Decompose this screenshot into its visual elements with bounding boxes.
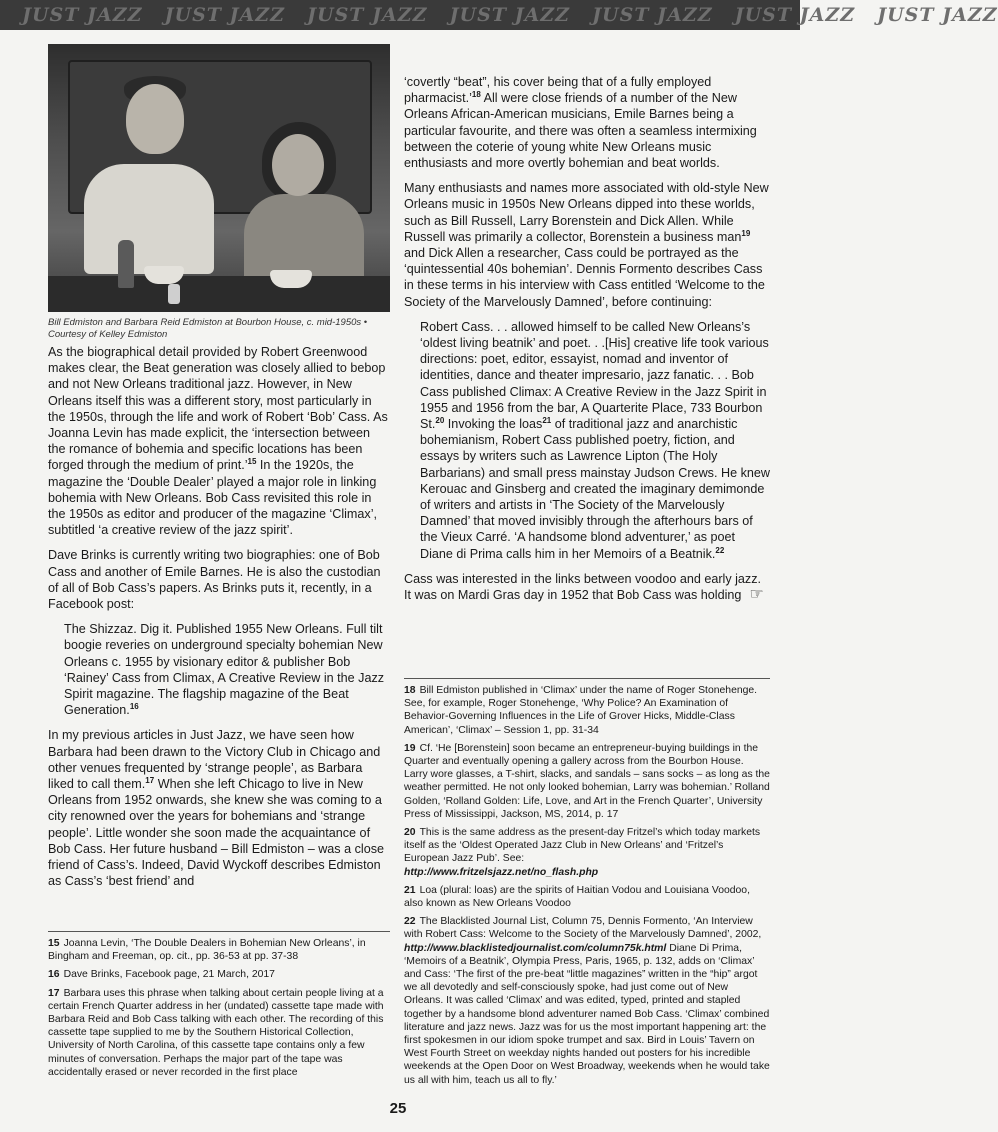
- pointing-hand-icon: ☞: [749, 586, 764, 604]
- footnote: 16 Dave Brinks, Facebook page, 21 March, 2017: [48, 969, 275, 981]
- photo-couple-at-bourbon-house: [48, 44, 390, 312]
- footnote: 15 Joanna Levin, ‘The Double Dealers in Bohemian New Orleans’, in Bingham and Freeman, op. cit., pp. 36-53 at pp. 37-38: [48, 938, 366, 963]
- footnote-link[interactable]: http://www.fritzelsjazz.net/no_flash.php: [404, 866, 599, 878]
- footnote-divider: [48, 931, 390, 932]
- footnote: 19 Cf. ‘He [Borenstein] soon became an entrepreneur-buying buildings in the Quarter and eventually opening a gallery across from the Bourbon House. Larry wore glasses, a T-shirt, slacks, and sandals – sans socks – as long as the weather permitted. He not only looked bohemian, Larry was bohemian.’ Rolland Golden, ‘Rolland Golden: Life, Love, and Art in the French Quarter’, University Press of Mississippi, Jackson, MS, 2014, p. 17: [404, 742, 770, 820]
- masthead-text: JUST JAZZ: [734, 4, 856, 26]
- body-paragraph: As the biographical detail provided by Robert Greenwood makes clear, the Beat generation was closely allied to bebop and not New Orleans traditional jazz. However, in New Orleans itself this was a different story, most particularly in the 1950s, through the life and work of Robert ‘Bob’ Cass. As Joanna Levin has made explicit, the ‘intersection between the romance of bohemia and specific locations has been forged through the medium of print.’$^{15}$ In the 1920s, the magazine the ‘Double Dealer’ played a major role in linking bohemia with New Orleans. Bob Cass revisited this role in the 1950s as editor and producer of the magazine ‘Climax’, subtitled ‘a creative review of the jazz spirit’.: [48, 345, 388, 538]
- footnote: 21 Loa (plural: loas) are the spirits of Haitian Vodou and Louisiana Voodoo, also known as New Orleans Voodoo: [404, 884, 750, 910]
- footnotes-left: [48, 937, 390, 1084]
- left-column: [48, 44, 390, 899]
- footnotes-right: [404, 684, 770, 1092]
- masthead-banner: [0, 0, 998, 30]
- footnote: 17 Barbara uses this phrase when talking about certain people living at a certain French Quarter address in her (undated) cassette tape made with Barbara Reid and Bob Cass talking with each other. The recording of this cassette tape supplied to me by the Southern Historical Collection, University of North Carolina, of this cassette tape contains only a few minutes of conversation. Perhaps the major part of the tape was accidentally erased or never recorded in the first place: [48, 987, 384, 1078]
- footnote-divider: [404, 678, 770, 679]
- body-paragraph: Many enthusiasts and names more associated with old-style New Orleans music in 1950s New Orleans dipped into these worlds, such as Bill Russell, Larry Borenstein and Dick Allen. While Russell was primarily a collector, Borenstein a business man$^{19}$ and Dick Allen a researcher, Cass could be portrayed as the ‘quintessential 40s bohemian’. Dennis Formento describes Cass in these terms in his interview with Cass entitled ‘Welcome to the Society of the Marvelously Damned’, before continuing:: [404, 181, 769, 309]
- photo-caption: Bill Edmiston and Barbara Reid Edmiston at Bourbon House, c. mid-1950s • Courtesy of Kelley Edmiston: [48, 317, 368, 340]
- masthead-text: JUST JAZZ: [307, 4, 428, 26]
- page-number: 25: [389, 1100, 407, 1117]
- block-quote: The Shizzaz. Dig it. Published 1955 New Orleans. Full tilt boogie reveries on underground specialty bohemian New Orleans c. 1955 by visionary editor & publisher Bob ‘Rainey’ Cass from Climax, A Creative Review in the Jazz Spirit magazine. The flagship magazine of the Beat Generation.$^{16}$: [64, 622, 385, 718]
- footnote-link[interactable]: http://www.blacklistedjournalist.com/column75k.html: [404, 942, 667, 954]
- body-paragraph: ‘covertly “beat”, his cover being that of a fully employed pharmacist.’$^{18}$ All were close friends of a number of the New Orleans African-American musicians, Emile Barnes being a particular favourite, and there was often a seamless intermixing between the coterie of young white New Orleans music enthusiasts and more overtly bohemian and beat worlds.: [404, 75, 757, 171]
- masthead-text: JUST JAZZ: [22, 4, 143, 26]
- footnote: 18 Bill Edmiston published in ‘Climax’ under the name of Roger Stonehenge. See, for example, Roger Stonehenge, ‘Why Police? An Examination of Behavior-Governing Influences in the Life of Grover Hicks, Middle-Class American’, ‘Climax’ – Session 1, pp. 31-34: [404, 685, 758, 736]
- masthead-text: JUST JAZZ: [164, 4, 286, 26]
- masthead-text: JUST JAZZ: [592, 4, 713, 26]
- body-paragraph: Dave Brinks is currently writing two biographies: one of Bob Cass and another of Emile Barnes. He is also the custodian of all of Bob Cass’s papers. As Brinks puts it, recently, in a Facebook post:: [48, 548, 381, 612]
- masthead-text: JUST JAZZ: [877, 4, 998, 26]
- right-column: [404, 74, 770, 612]
- block-quote: Robert Cass. . . allowed himself to be called New Orleans’s ‘oldest living beatnik’ and poet. . .[His] creative life took various directions: poet, editor, essayist, nomad and inventor of identities, dance and theater impresario, jazz fanatic. . . Bob Cass published Climax: A Creative Review in the Jazz Spirit in 1955 and 1956 from the bar, A Quarterite Place, 733 Bourbon St.$^{20}$ Invoking the loas$^{21}$ of traditional jazz and anarchistic bohemianism, Robert Cass published poetry, fiction, and essays by writers such as Lawrence Lipton (The Holy Barbarians) and small press mainstay Judson Crews. He knew Kerouac and Ginsberg and created the imaginary demimonde of writers and artists in ‘The Society of the Marvelously Damned’ that moved invisibly through the afterhours bars of the Vieux Carré. ‘A handsome blond adventurer,’ as poet Diane di Prima calls him in her Memoirs of a Beatnik.$^{22}$: [420, 319, 770, 561]
- footnote: 22 The Blacklisted Journal List, Column 75, Dennis Formento, ‘An Interview with Robert Cass: Welcome to the Society of the Marvelously Damned’, 2002, http://www.blacklistedjournalist.com/column75k.html Diane Di Prima, ‘Memoirs of a Beatnik’, Olympia Press, Paris, 1965, p. 132, adds on ‘Climax’ and Cass: ‘The first of the pre-beat “little magazines” written in the “hip” argot we all devotedly and self-consciously spoke, had just come out of New Orleans. It was called ‘Climax’ and was edited, typed, printed and stapled together by a handsome blond adventurer named Bob Cass. ‘Climax’ combined literature and jazz news. Jazz was for us the most important happening art: the first spokesmen in our idiom spoke trumpet and sax. Bird in Louis’ Tavern on West Fourth Street on weekday nights handed out posters for his incredible weekends at the Open Door on West Broadway, weekends when he would take us all with him, teach us all to fly.’: [404, 916, 770, 1086]
- masthead-text: JUST JAZZ: [449, 4, 571, 26]
- body-paragraph: Cass was interested in the links between voodoo and early jazz. It was on Mardi Gras day in 1952 that Bob Cass was holding ☞: [404, 571, 764, 604]
- body-paragraph: In my previous articles in Just Jazz, we have seen how Barbara had been drawn to the Victory Club in Chicago and other venues frequented by ‘strange people’, as Barbara liked to call them.$^{17}$ When she left Chicago to live in New Orleans from 1952 onwards, she knew she was coming to a city renowned over the years for bohemians and ‘strange people’. Little wonder she soon made the acquaintance of Bob Cass. Her future husband – Bill Edmiston – was a close friend of Cass’s. Indeed, David Wyckoff describes Edmiston as Cass’s ‘best friend’ and: [48, 728, 385, 889]
- footnote: 20 This is the same address as the present-day Fritzel’s which today markets itself as the ‘Oldest Operated Jazz Club in New Orleans’ and ‘Fritzel’s European Jazz Pub’. See: http://www.fritzelsjazz.net/no_flash.php: [404, 827, 761, 878]
